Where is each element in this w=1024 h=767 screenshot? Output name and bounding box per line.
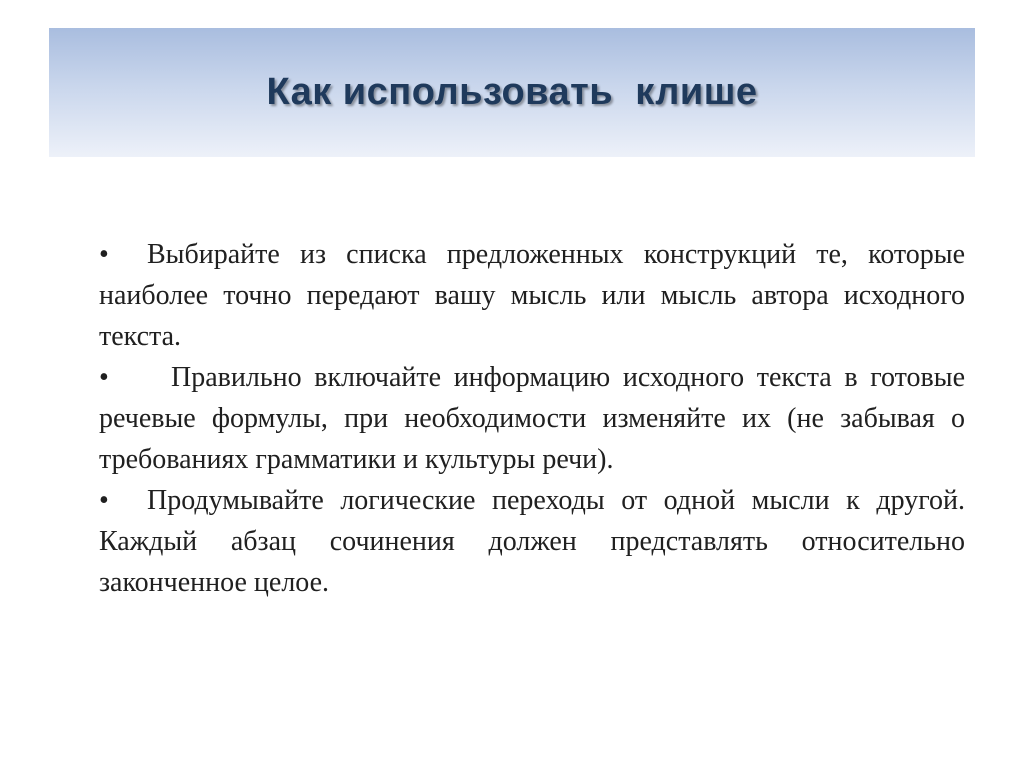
bullet-list [99,234,965,603]
slide-title: Как использовать клише [266,71,758,113]
bullet-item [99,480,965,603]
bullet-text: Продумывайте логические переходы от одной мысли к другой. Каждый абзац сочинения должен представлять относительно законченное целое. [99,485,965,598]
title-banner [49,28,975,157]
bullet-item [99,234,965,357]
bullet-item [99,357,965,480]
bullet-marker: • [99,362,109,393]
bullet-text: Выбирайте из списка предложенных конструкций те, которые наиболее точно передают вашу мысль или мысль автора исходного текста. [99,239,965,352]
bullet-marker: • [99,485,109,516]
bullet-text: Правильно включайте информацию исходного текста в готовые речевые формулы, при необходимости изменяйте их (не забывая о требованиях грамматики и культуры речи). [99,362,965,475]
bullet-marker: • [99,239,109,270]
